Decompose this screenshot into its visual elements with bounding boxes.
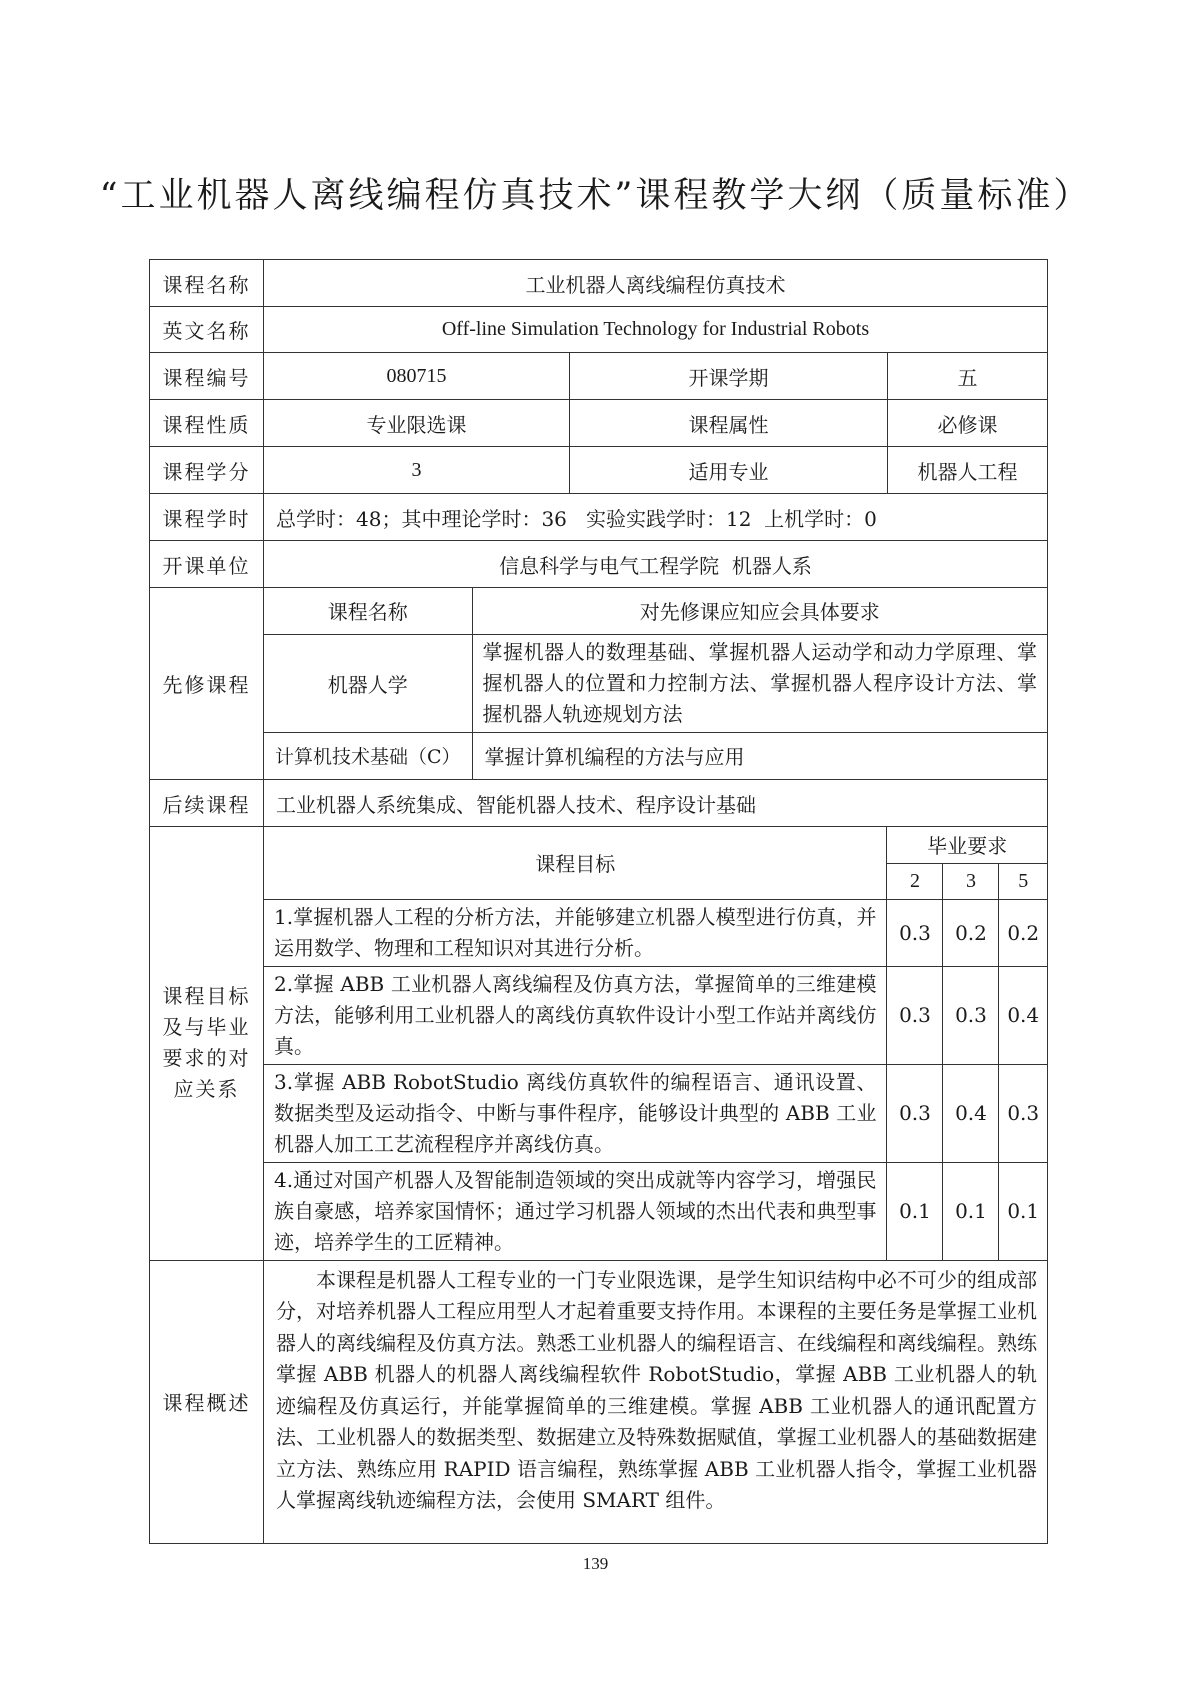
row-objectives — [150, 827, 1048, 1261]
objective-weight: 0.1 — [999, 1162, 1047, 1260]
objective-text: 3.掌握 ABB RobotStudio 离线仿真软件的编程语言、通讯设置、数据类型及运动指令、中断与事件程序，能够设计典型的 ABB 工业机器人加工工艺流程程序并离线仿真。 — [264, 1064, 887, 1162]
req-col-header: 5 — [999, 863, 1047, 899]
overview-label: 课程概述 — [150, 1260, 264, 1543]
objective-row — [264, 966, 1047, 1064]
course-code-label: 课程编号 — [150, 353, 264, 400]
followup-label: 后续课程 — [150, 780, 264, 827]
row-hours — [150, 494, 1048, 541]
row-english-name — [150, 307, 1048, 353]
row-credits — [150, 447, 1048, 494]
english-name-value: Off-line Simulation Technology for Industrial Robots — [264, 307, 1048, 353]
objective-row — [264, 1162, 1047, 1260]
objective-row — [264, 899, 1047, 966]
document-title: “工业机器人离线编程仿真技术”课程教学大纲（质量标准） — [99, 176, 1092, 216]
objective-text: 2.掌握 ABB 工业机器人离线编程及仿真方法，掌握简单的三维建模方法，能够利用工业机器人的离线仿真软件设计小型工作站并离线仿真。 — [264, 966, 887, 1064]
course-name-label: 课程名称 — [150, 260, 264, 307]
credits-label: 课程学分 — [150, 447, 264, 494]
objective-text: 1.掌握机器人工程的分析方法，并能够建立机器人模型进行仿真，并运用数学、物理和工程知识对其进行分析。 — [264, 899, 887, 966]
objective-weight: 0.3 — [887, 1064, 943, 1162]
objectives-table — [264, 827, 1047, 1260]
row-overview — [150, 1260, 1048, 1543]
major-label: 适用专业 — [570, 447, 888, 494]
course-name-value: 工业机器人离线编程仿真技术 — [264, 260, 1048, 307]
prereq-course-req: 掌握机器人的数理基础、掌握机器人运动学和动力学原理、掌握机器人的位置和力控制方法、掌握机器人程序设计方法、掌握机器人轨迹规划方法 — [472, 634, 1047, 732]
objective-weight: 0.2 — [943, 899, 999, 966]
course-attribute-label: 课程属性 — [570, 400, 888, 447]
hours-value: 总学时：48；其中理论学时：36 实验实践学时：12 上机学时：0 — [264, 494, 1048, 541]
row-prerequisites — [150, 588, 1048, 780]
prereq-course-name: 计算机技术基础（C） — [264, 732, 472, 779]
objectives-label — [150, 827, 264, 1261]
row-course-code — [150, 353, 1048, 400]
objectives-header-goal: 课程目标 — [264, 827, 887, 899]
objective-weight: 0.3 — [943, 966, 999, 1064]
course-code-value: 080715 — [264, 353, 570, 400]
prereq-cell — [264, 588, 1048, 780]
prereq-header-name: 课程名称 — [264, 588, 472, 634]
objective-weight: 0.4 — [999, 966, 1047, 1064]
semester-label: 开课学期 — [570, 353, 888, 400]
objective-weight: 0.3 — [887, 899, 943, 966]
req-col-header: 2 — [887, 863, 943, 899]
objective-row — [264, 1064, 1047, 1162]
course-attribute-value: 必修课 — [888, 400, 1048, 447]
objectives-label-text: 课程目标及与毕业要求的对应关系 — [162, 984, 251, 1102]
semester-value: 五 — [888, 353, 1048, 400]
row-course-nature — [150, 400, 1048, 447]
english-name-label: 英文名称 — [150, 307, 264, 353]
prereq-header-req: 对先修课应知应会具体要求 — [472, 588, 1047, 634]
prereq-course-name: 机器人学 — [264, 634, 472, 732]
objective-weight: 0.1 — [887, 1162, 943, 1260]
row-followup — [150, 780, 1048, 827]
course-nature-label: 课程性质 — [150, 400, 264, 447]
objectives-cell — [264, 827, 1048, 1261]
objective-weight: 0.4 — [943, 1064, 999, 1162]
major-value: 机器人工程 — [888, 447, 1048, 494]
objective-weight: 0.1 — [943, 1162, 999, 1260]
prereq-course-req: 掌握计算机编程的方法与应用 — [472, 732, 1047, 779]
unit-value: 信息科学与电气工程学院 机器人系 — [264, 541, 1048, 588]
followup-value: 工业机器人系统集成、智能机器人技术、程序设计基础 — [264, 780, 1048, 827]
hours-label: 课程学时 — [150, 494, 264, 541]
course-nature-value: 专业限选课 — [264, 400, 570, 447]
objective-weight: 0.3 — [887, 966, 943, 1064]
row-course-name — [150, 260, 1048, 307]
credits-value: 3 — [264, 447, 570, 494]
prereq-table — [264, 588, 1047, 779]
prereq-label: 先修课程 — [150, 588, 264, 780]
prereq-row — [264, 634, 1047, 732]
objective-weight: 0.3 — [999, 1064, 1047, 1162]
req-col-header: 3 — [943, 863, 999, 899]
objective-weight: 0.2 — [999, 899, 1047, 966]
row-unit — [150, 541, 1048, 588]
unit-label: 开课单位 — [150, 541, 264, 588]
syllabus-table — [149, 259, 1048, 1544]
overview-cell — [264, 1260, 1048, 1543]
prereq-row — [264, 732, 1047, 779]
objectives-header-req: 毕业要求 — [887, 827, 1047, 863]
page-number: 139 — [582, 1554, 609, 1573]
overview-text: 本课程是机器人工程专业的一门专业限选课，是学生知识结构中必不可少的组成部分，对培养机器人工程应用型人才起着重要支持作用。本课程的主要任务是掌握工业机器人的离线编程及仿真方法。熟悉工业机器人的编程语言、在线编程和离线编程。熟练掌握 ABB 机器人的机器人离线编程软件 RobotStudio，掌握 ABB 工业机器人的轨迹编程及仿真运行，并能掌握简单的三维建模。掌握 ABB 工业机器人的通讯配置方法、工业机器人的数据类型、数据建立及特殊数据赋值，掌握工业机器人的基础数据建立方法、熟练应用 RAPID 语言编程，熟练掌握 ABB 工业机器人指令，掌握工业机器人掌握离线轨迹编程方法，会使用 SMART 组件。 — [276, 1267, 1037, 1512]
objective-text: 4.通过对国产机器人及智能制造领域的突出成就等内容学习，增强民族自豪感，培养家国情怀；通过学习机器人领域的杰出代表和典型事迹，培养学生的工匠精神。 — [264, 1162, 887, 1260]
